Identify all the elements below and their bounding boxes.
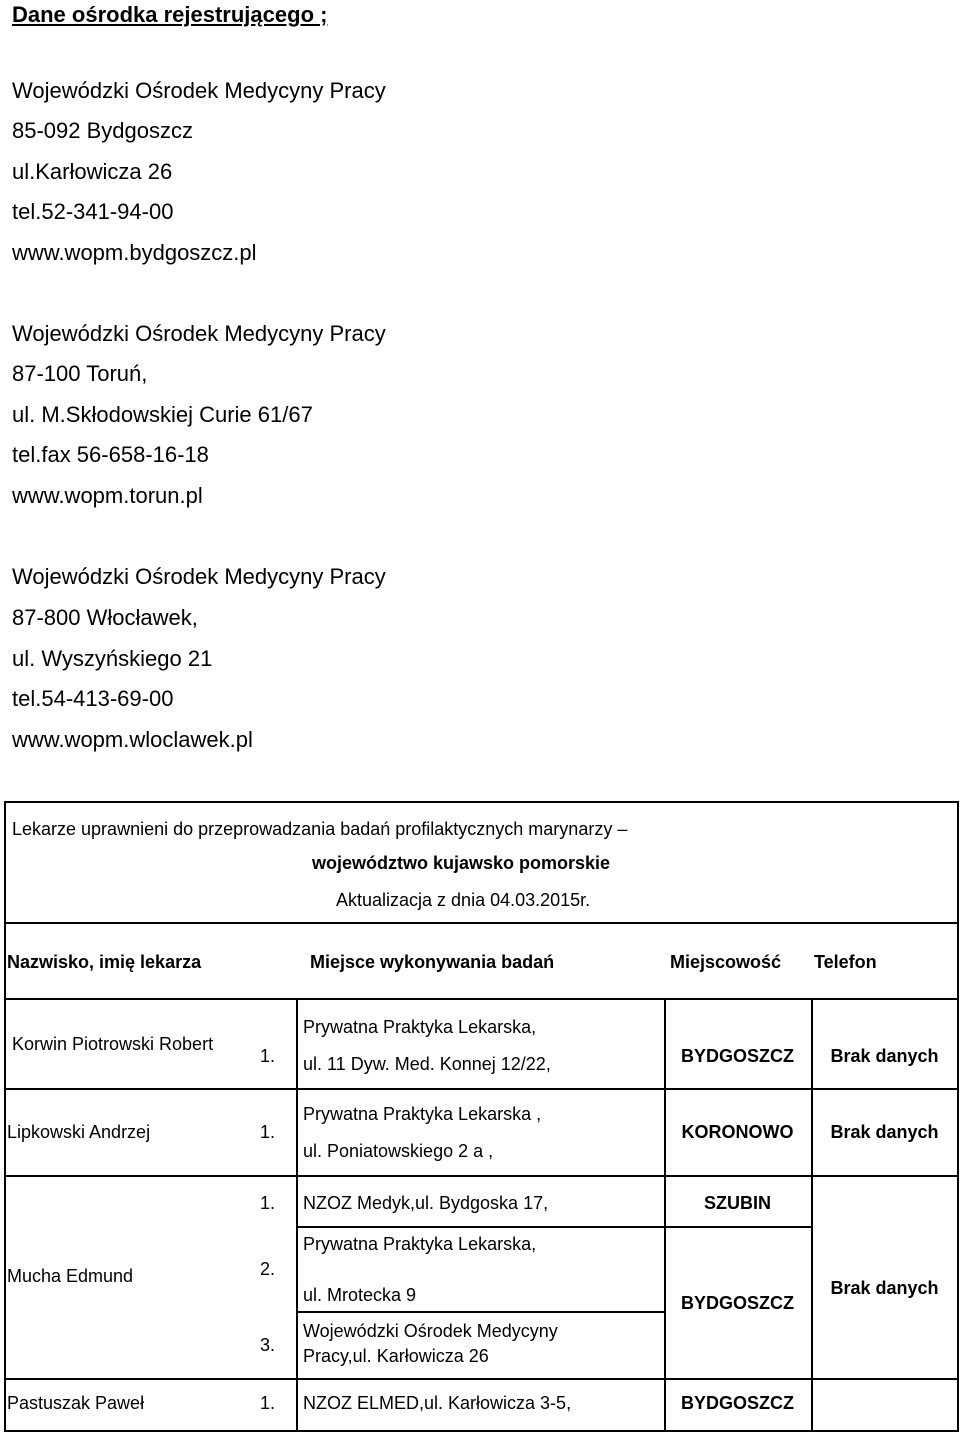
table-divider (5, 1378, 958, 1380)
table-update: Aktualizacja z dnia 04.03.2015r. (336, 890, 591, 910)
doctor-name: Mucha Edmund (7, 1266, 134, 1286)
header-phone: Telefon (814, 952, 877, 972)
entry-number: 1. (260, 1393, 276, 1413)
phone-cell: Brak danych (830, 1278, 939, 1298)
city-cell: SZUBIN (704, 1193, 771, 1213)
table-divider (296, 998, 298, 1432)
center-phone: tel.54-413-69-00 (12, 686, 174, 711)
doctor-name: Lipkowski Andrzej (7, 1122, 151, 1142)
center-street: ul. Wyszyńskiego 21 (12, 646, 213, 671)
phone-cell: Brak danych (830, 1122, 939, 1142)
city-cell: BYDGOSZCZ (680, 1393, 794, 1413)
header-city: Miejscowość (670, 952, 782, 972)
doctor-name: Korwin Piotrowski Robert (12, 1034, 214, 1054)
center-phone: tel.fax 56-658-16-18 (12, 442, 209, 467)
city-cell: KORONOWO (681, 1122, 794, 1142)
entry-number: 1. (260, 1122, 276, 1142)
page-title: Dane ośrodka rejestrującego ; (12, 2, 328, 27)
table-border (4, 801, 6, 1432)
place-line-2: ul. Poniatowskiego 2 a , (303, 1141, 494, 1161)
center-name: Wojewódzki Ośrodek Medycyny Pracy (12, 78, 386, 103)
center-www[interactable]: www.wopm.torun.pl (12, 483, 203, 508)
place-line-1: Prywatna Praktyka Lekarska, (303, 1017, 537, 1037)
city-cell: BYDGOSZCZ (680, 1293, 794, 1313)
center-www[interactable]: www.wopm.bydgoszcz.pl (12, 240, 257, 265)
table-divider (296, 1226, 812, 1228)
place-line-1: NZOZ ELMED,ul. Karłowicza 3-5, (303, 1393, 572, 1413)
place-line-1: Prywatna Praktyka Lekarska , (303, 1104, 542, 1124)
center-city: 85-092 Bydgoszcz (12, 118, 193, 143)
table-border (5, 1430, 958, 1432)
center-name: Wojewódzki Ośrodek Medycyny Pracy (12, 564, 386, 589)
center-name: Wojewódzki Ośrodek Medycyny Pracy (12, 321, 386, 346)
place-line-1: Wojewódzki Ośrodek Medycyny (303, 1321, 558, 1341)
center-street: ul.Karłowicza 26 (12, 159, 173, 184)
table-divider (5, 998, 958, 1000)
entry-number: 3. (260, 1335, 276, 1355)
table-border (957, 801, 959, 1432)
center-city: 87-800 Włocławek, (12, 605, 198, 630)
city-cell: BYDGOSZCZ (680, 1046, 794, 1066)
place-line-1: Prywatna Praktyka Lekarska, (303, 1234, 537, 1254)
place-line-2: Pracy,ul. Karłowicza 26 (303, 1346, 489, 1366)
place-line-1: NZOZ Medyk,ul. Bydgoska 17, (303, 1193, 549, 1213)
center-street: ul. M.Skłodowskiej Curie 61/67 (12, 402, 313, 427)
doctor-name: Pastuszak Paweł (7, 1393, 145, 1413)
phone-cell: Brak danych (830, 1046, 939, 1066)
table-divider (5, 922, 958, 924)
entry-number: 2. (260, 1259, 276, 1279)
header-name: Nazwisko, imię lekarza (7, 952, 202, 972)
center-phone: tel.52-341-94-00 (12, 199, 174, 224)
header-place: Miejsce wykonywania badań (310, 952, 555, 972)
center-city: 87-100 Toruń, (12, 361, 148, 386)
place-line-2: ul. Mrotecka 9 (303, 1285, 417, 1305)
entry-number: 1. (260, 1046, 276, 1066)
entry-number: 1. (260, 1193, 276, 1213)
table-divider (296, 1311, 664, 1313)
place-line-2: ul. 11 Dyw. Med. Konnej 12/22, (303, 1054, 551, 1074)
table-border (5, 801, 958, 803)
table-divider (5, 1175, 958, 1177)
center-www[interactable]: www.wopm.wloclawek.pl (12, 727, 253, 752)
table-region: województwo kujawsko pomorskie (312, 853, 611, 873)
table-divider (5, 1088, 958, 1090)
table-intro: Lekarze uprawnieni do przeprowadzania badań profilaktycznych marynarzy – (12, 819, 628, 839)
